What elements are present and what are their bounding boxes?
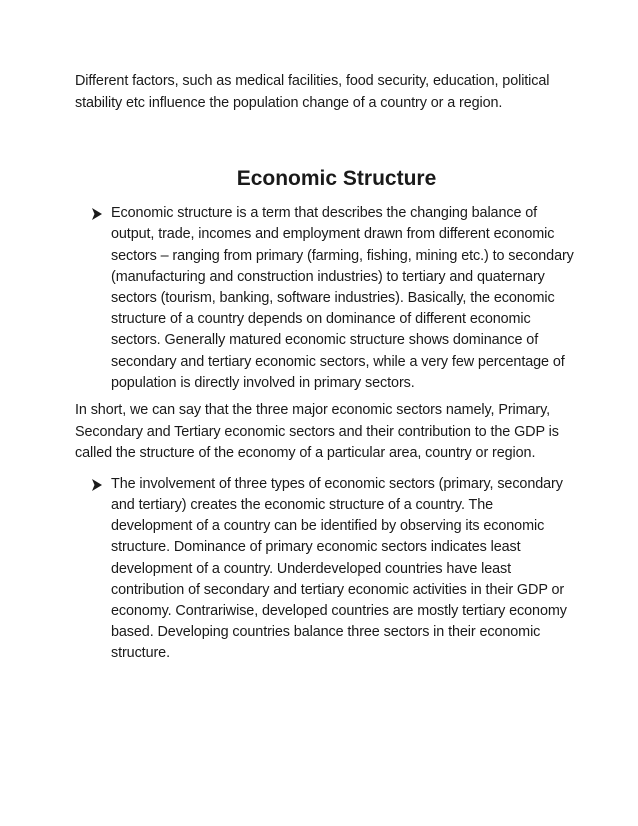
bullet-text: The involvement of three types of economic sectors (primary, secondary and tertiary) creates the economic structure of a country. The development of a country can be identified by observing its economic structure. Dominance of primary economic sectors indicates least development of a country. Underdeveloped countries have least contribution of secondary and tertiary economic activities in their GDP or economy. Contrariwise, developed countries are mostly tertiary economy based. Developing countries balance three sectors in their economic structure. <box>111 475 567 662</box>
intro-paragraph: Different factors, such as medical facilities, food security, education, political stability etc influence the population change of a country or a region. <box>75 73 550 111</box>
bullet-item-economic-structure <box>75 203 578 394</box>
bullet-item-sector-involvement <box>75 474 578 665</box>
section-heading: Economic Structure <box>236 167 437 191</box>
summary-paragraph: In short, we can say that the three major economic sectors namely, Primary, Secondary and Tertiary economic sectors and their contribution to the GDP is called the structure of the economy of a particular area, country or region. <box>75 402 559 462</box>
bullet-text: Economic structure is a term that describes the changing balance of output, trade, incomes and employment drawn from different economic sectors – ranging from primary (farming, fishing, mining etc.) to secondary (manufacturing and construction industries) to tertiary and quaternary sectors (tourism, banking, software industries). Basically, the economic structure of a country depends on dominance of different economic sectors. Generally matured economic structure shows dominance of secondary and tertiary economic sectors, while a very few percentage of population is directly involved in primary sectors. <box>111 205 574 391</box>
